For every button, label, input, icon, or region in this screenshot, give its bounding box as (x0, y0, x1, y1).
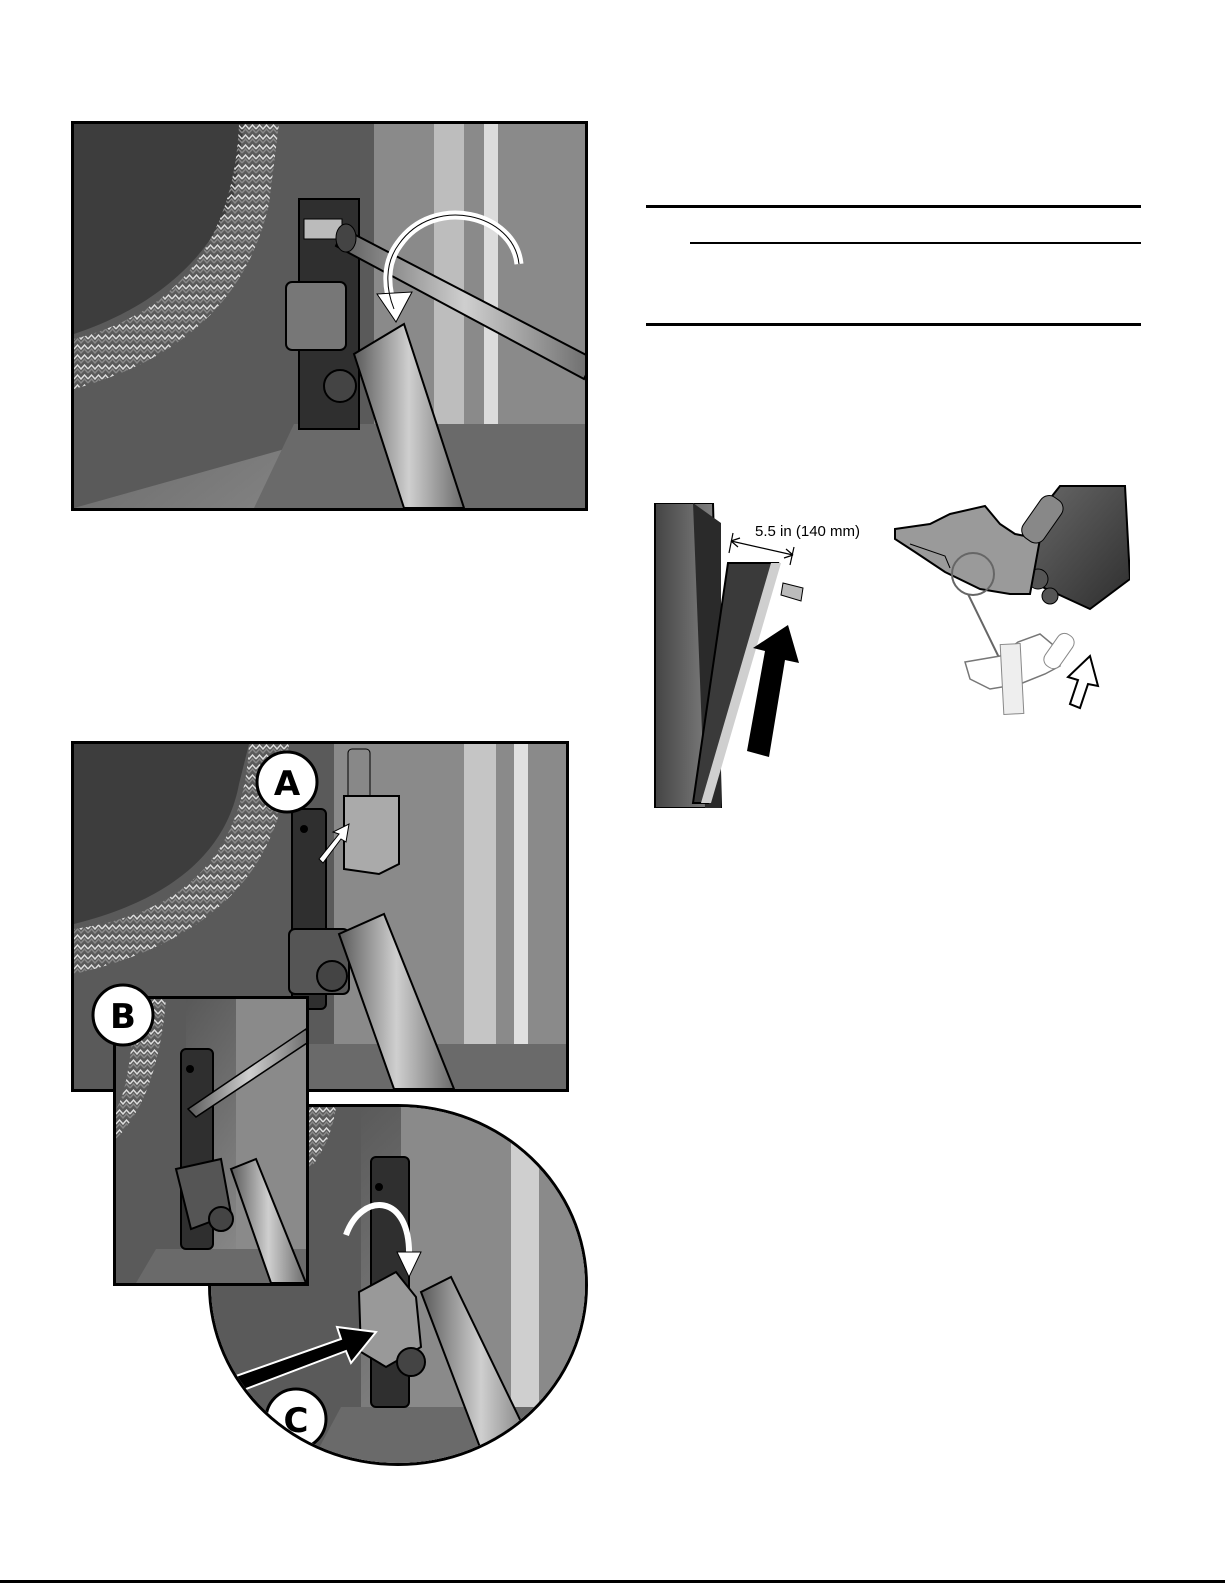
door-gap-illustration (653, 503, 883, 808)
figure-hinge-hook (890, 484, 1130, 720)
callout-a-label: A (273, 764, 301, 804)
callout-b (88, 980, 158, 1050)
section-rule-inner (690, 242, 1141, 244)
hinge-screw-illustration (74, 124, 585, 508)
outline-up-arrow-icon (1068, 656, 1098, 708)
page-bottom-rule (0, 1580, 1225, 1583)
section-rule-bottom (646, 323, 1141, 326)
figure-hinge-screw (71, 121, 588, 511)
hinge-hook-illustration (890, 484, 1130, 720)
callout-b-label: B (110, 997, 136, 1037)
section-rule-top (646, 205, 1141, 208)
callout-c-label: C (283, 1401, 309, 1441)
door-gap-measurement: 5.5 in (140 mm) (755, 523, 861, 540)
figure-door-gap (653, 503, 861, 808)
